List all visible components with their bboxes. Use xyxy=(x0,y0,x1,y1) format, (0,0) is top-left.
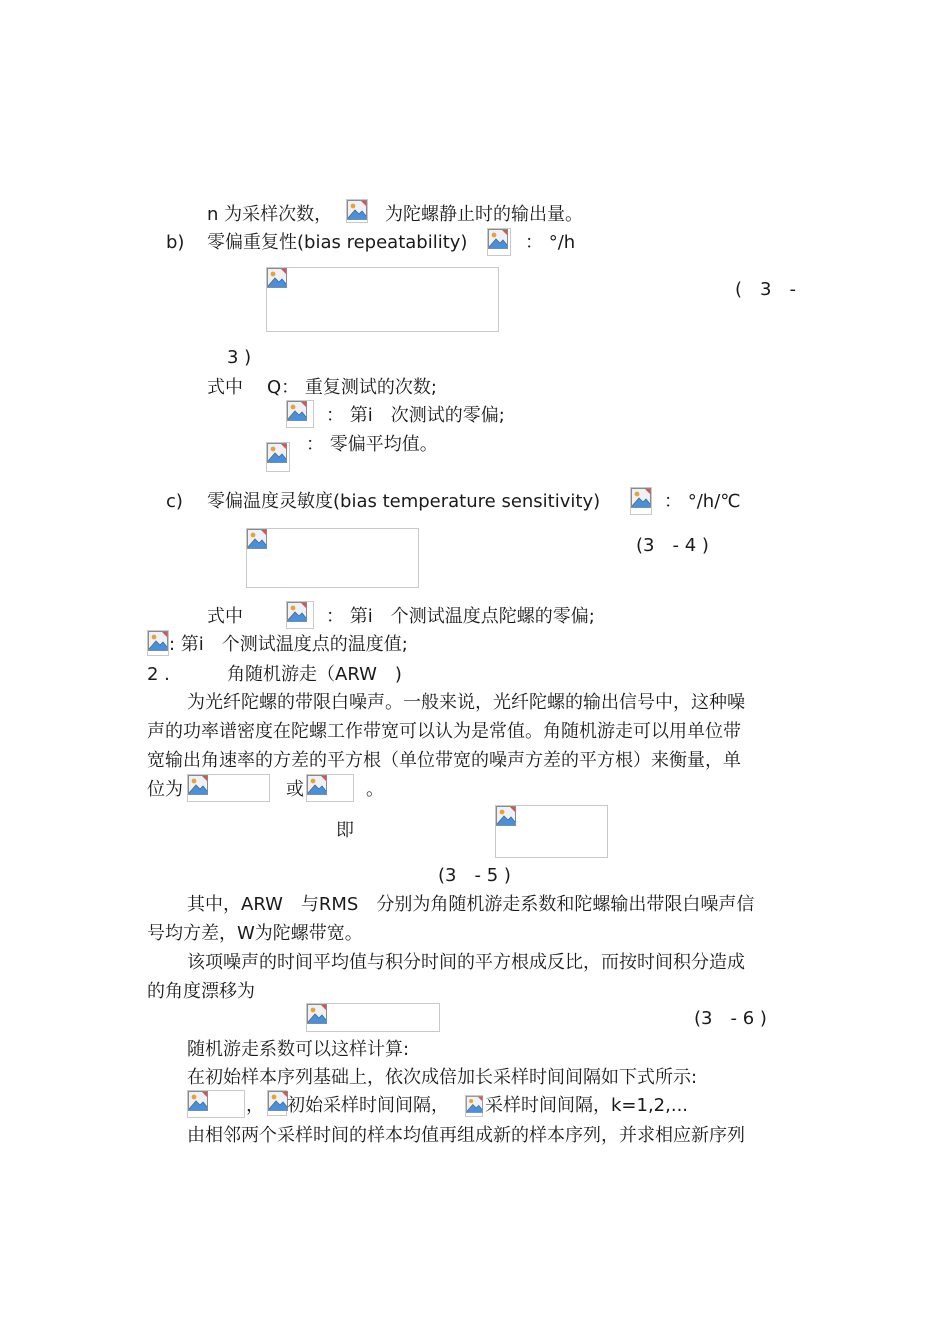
text-sampling-interval: 采样时间间隔，k=1,2,... xyxy=(485,1095,689,1116)
broken-image-icon xyxy=(268,1091,288,1111)
formula-image xyxy=(266,442,290,472)
broken-image-icon xyxy=(188,1091,208,1111)
equation-number-3-4: (3 - 4 ) xyxy=(636,535,709,556)
paragraph-line: 宽输出角速率的方差的平方根（单位带宽的噪声方差的平方根）来衡量，单 xyxy=(147,750,741,771)
equation-number-3-6: (3 - 6 ) xyxy=(694,1008,767,1029)
section-title-arw: 角随机游走（ARW ) xyxy=(227,664,402,685)
broken-image-icon xyxy=(307,775,327,795)
broken-image-icon xyxy=(307,1004,327,1024)
formula-image xyxy=(187,1090,245,1118)
formula-image xyxy=(487,228,511,256)
formula-image xyxy=(147,630,169,656)
section-number: 2 . xyxy=(147,664,170,685)
paragraph-line: 的角度漂移为 xyxy=(147,981,255,1002)
list-marker-c: c) xyxy=(166,491,183,512)
definition-prefix: 式中 xyxy=(207,606,243,627)
paragraph-text-or: 或 xyxy=(286,779,304,800)
unit-bias-temperature-sensitivity: ： °/h/℃ xyxy=(664,491,741,512)
paragraph-line: 在初始样本序列基础上，依次成倍加长采样时间间隔如下式所示: xyxy=(187,1067,698,1088)
text-namely: 即 xyxy=(336,820,354,841)
equation-number-3-3-cont: 3 ) xyxy=(227,347,252,368)
definition-bias-temp-i: ： 第i 个测试温度点陀螺的零偏; xyxy=(326,606,595,627)
equation-3-5-image xyxy=(495,805,608,858)
unit-formula-image xyxy=(187,774,270,802)
definition-bias-i: ： 第i 次测试的零偏; xyxy=(326,405,505,426)
heading-bias-repeatability: 零偏重复性(bias repeatability) xyxy=(207,232,468,253)
broken-image-icon xyxy=(267,443,287,463)
formula-image xyxy=(267,1090,287,1116)
definition-temp-i: : 第i 个测试温度点的温度值; xyxy=(169,634,408,655)
formula-image xyxy=(286,601,314,629)
paragraph-line: 号均方差，W为陀螺带宽。 xyxy=(147,923,363,944)
paragraph-line: 该项噪声的时间平均值与积分时间的平方根成反比，而按时间积分造成 xyxy=(187,952,745,973)
formula-image xyxy=(630,487,652,515)
paragraph-period: 。 xyxy=(366,779,384,800)
broken-image-icon xyxy=(267,268,287,288)
broken-image-icon xyxy=(287,602,307,622)
paragraph-line: 随机游走系数可以这样计算: xyxy=(187,1039,410,1060)
broken-image-icon xyxy=(631,488,651,508)
equation-number-3-5: (3 - 5 ) xyxy=(438,865,511,886)
definition-bias-mean: ： 零偏平均值。 xyxy=(306,434,438,455)
definition-q: Q： 重复测试的次数; xyxy=(267,377,437,398)
heading-bias-temperature-sensitivity: 零偏温度灵敏度(bias temperature sensitivity) xyxy=(207,491,601,512)
broken-image-icon xyxy=(496,806,516,826)
paragraph-line: 由相邻两个采样时间的样本均值再组成新的样本序列，并求相应新序列 xyxy=(187,1125,745,1146)
broken-image-icon xyxy=(347,200,367,220)
unit-bias-repeatability: ： °/h xyxy=(525,232,576,253)
definition-prefix: 式中 xyxy=(207,377,243,398)
unit-formula-image xyxy=(306,774,354,802)
list-marker-b: b) xyxy=(166,232,185,253)
formula-image xyxy=(346,199,368,223)
broken-image-icon xyxy=(488,229,508,249)
text-gyro-static-output: 为陀螺静止时的输出量。 xyxy=(385,204,583,225)
formula-image xyxy=(465,1095,483,1117)
broken-image-icon xyxy=(466,1096,483,1113)
equation-3-4-image xyxy=(246,528,419,588)
formula-image xyxy=(286,400,314,428)
paragraph-line: 其中，ARW 与RMS 分别为角随机游走系数和陀螺输出带限白噪声信 xyxy=(187,894,755,915)
broken-image-icon xyxy=(247,529,267,549)
paragraph-comma: ， xyxy=(246,1095,264,1116)
broken-image-icon xyxy=(188,775,208,795)
broken-image-icon xyxy=(148,631,168,651)
broken-image-icon xyxy=(287,401,307,421)
text-sample-count: n 为采样次数， xyxy=(207,204,333,225)
paragraph-line: 为光纤陀螺的带限白噪声。一般来说，光纤陀螺的输出信号中，这种噪 xyxy=(187,692,745,713)
equation-3-6-image xyxy=(306,1003,440,1032)
equation-3-3-image xyxy=(266,267,499,332)
text-initial-interval: 初始采样时间间隔， xyxy=(287,1095,449,1116)
equation-number-3-3: ( 3 - xyxy=(735,279,796,300)
paragraph-line: 位为 xyxy=(147,779,183,800)
paragraph-line: 声的功率谱密度在陀螺工作带宽可以认为是常值。角随机游走可以用单位带 xyxy=(147,721,741,742)
